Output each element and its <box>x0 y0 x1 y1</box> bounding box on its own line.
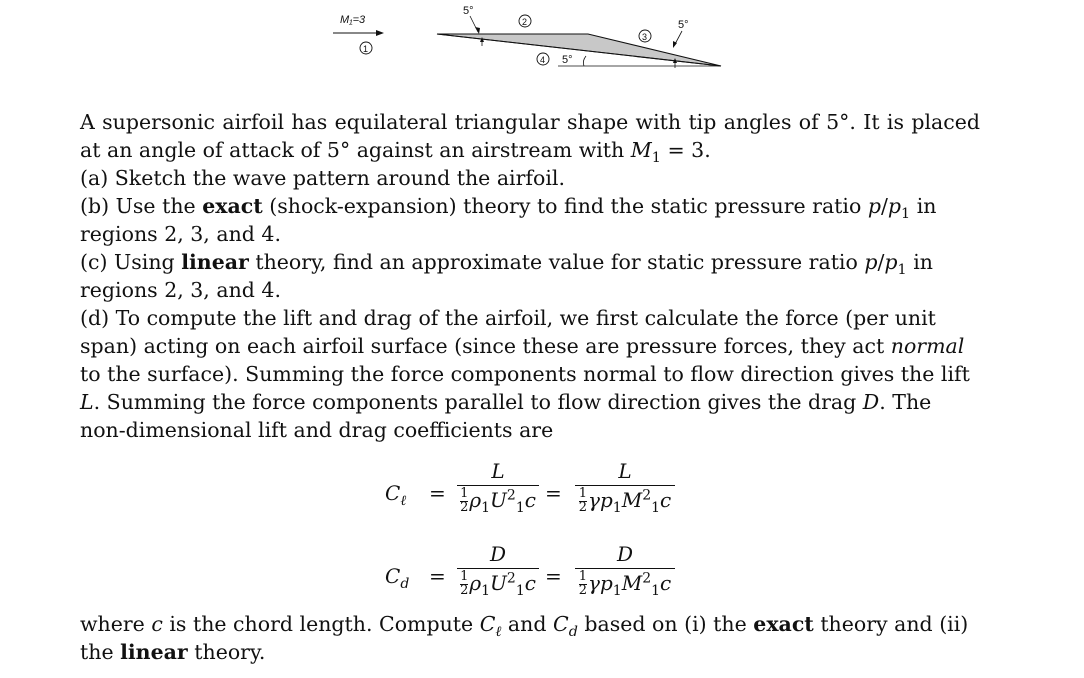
drag-coefficient-equation: $C_d$ = D $\frac{1}{2}$ $\rho_1U^2_1c$ = D $\frac{1}{2}$ $\gamma p_1M^2_1c$ <box>385 556 685 616</box>
part-a: (a) Sketch the wave pattern around the airfoil. <box>80 166 565 190</box>
region-2-label: 2 <box>522 17 528 27</box>
mach-label: M₁=3 <box>340 14 366 26</box>
pointer-head <box>475 27 480 34</box>
part-c: (c) Using linear theory, find an approximate value for static pressure ratio $p/p_1$ in regions 2, 3, and 4. <box>80 250 933 302</box>
closing-text: where c is the chord length. Compute $C_\ell$ and $C_d$ based on (i) the exact theory and (ii) the linear theory. <box>80 612 969 664</box>
region-1-label: 1 <box>363 44 369 54</box>
airfoil-figure <box>0 0 1084 80</box>
region-4-label: 4 <box>540 55 546 65</box>
arrowhead <box>376 30 384 36</box>
angle-arc <box>583 56 586 66</box>
angle-top-left: 5° <box>463 5 474 17</box>
intro: A supersonic airfoil has equilateral triangular shape with tip angles of 5°. It is placed at an angle of attack of 5° against an airstream with $M_1 = 3$. <box>80 110 980 167</box>
angle-bottom: 5° <box>562 54 573 66</box>
problem-text <box>80 108 980 444</box>
part-d: (d) To compute the lift and drag of the airfoil, we first calculate the force (per unit span) acting on each airfoil surface (since these are pressure forces, they act normal to the surface). Summing the force components normal to flow direction gives the lift L. Summing the force components parallel to flow direction gives the drag D. The non-dimensional lift and drag coefficients are <box>80 306 970 442</box>
angle-top-right: 5° <box>678 19 689 31</box>
lift-coefficient-equation: $C_\ell$ = L $\frac{1}{2}$ $\rho_1U^2_1c$ = L $\frac{1}{2}$ $\gamma p_1M^2_1c$ <box>385 473 685 533</box>
region-3-label: 3 <box>642 32 648 42</box>
part-b: (b) Use the exact (shock-expansion) theory to find the static pressure ratio $p/p_1$ in regions 2, 3, and 4. <box>80 194 937 246</box>
